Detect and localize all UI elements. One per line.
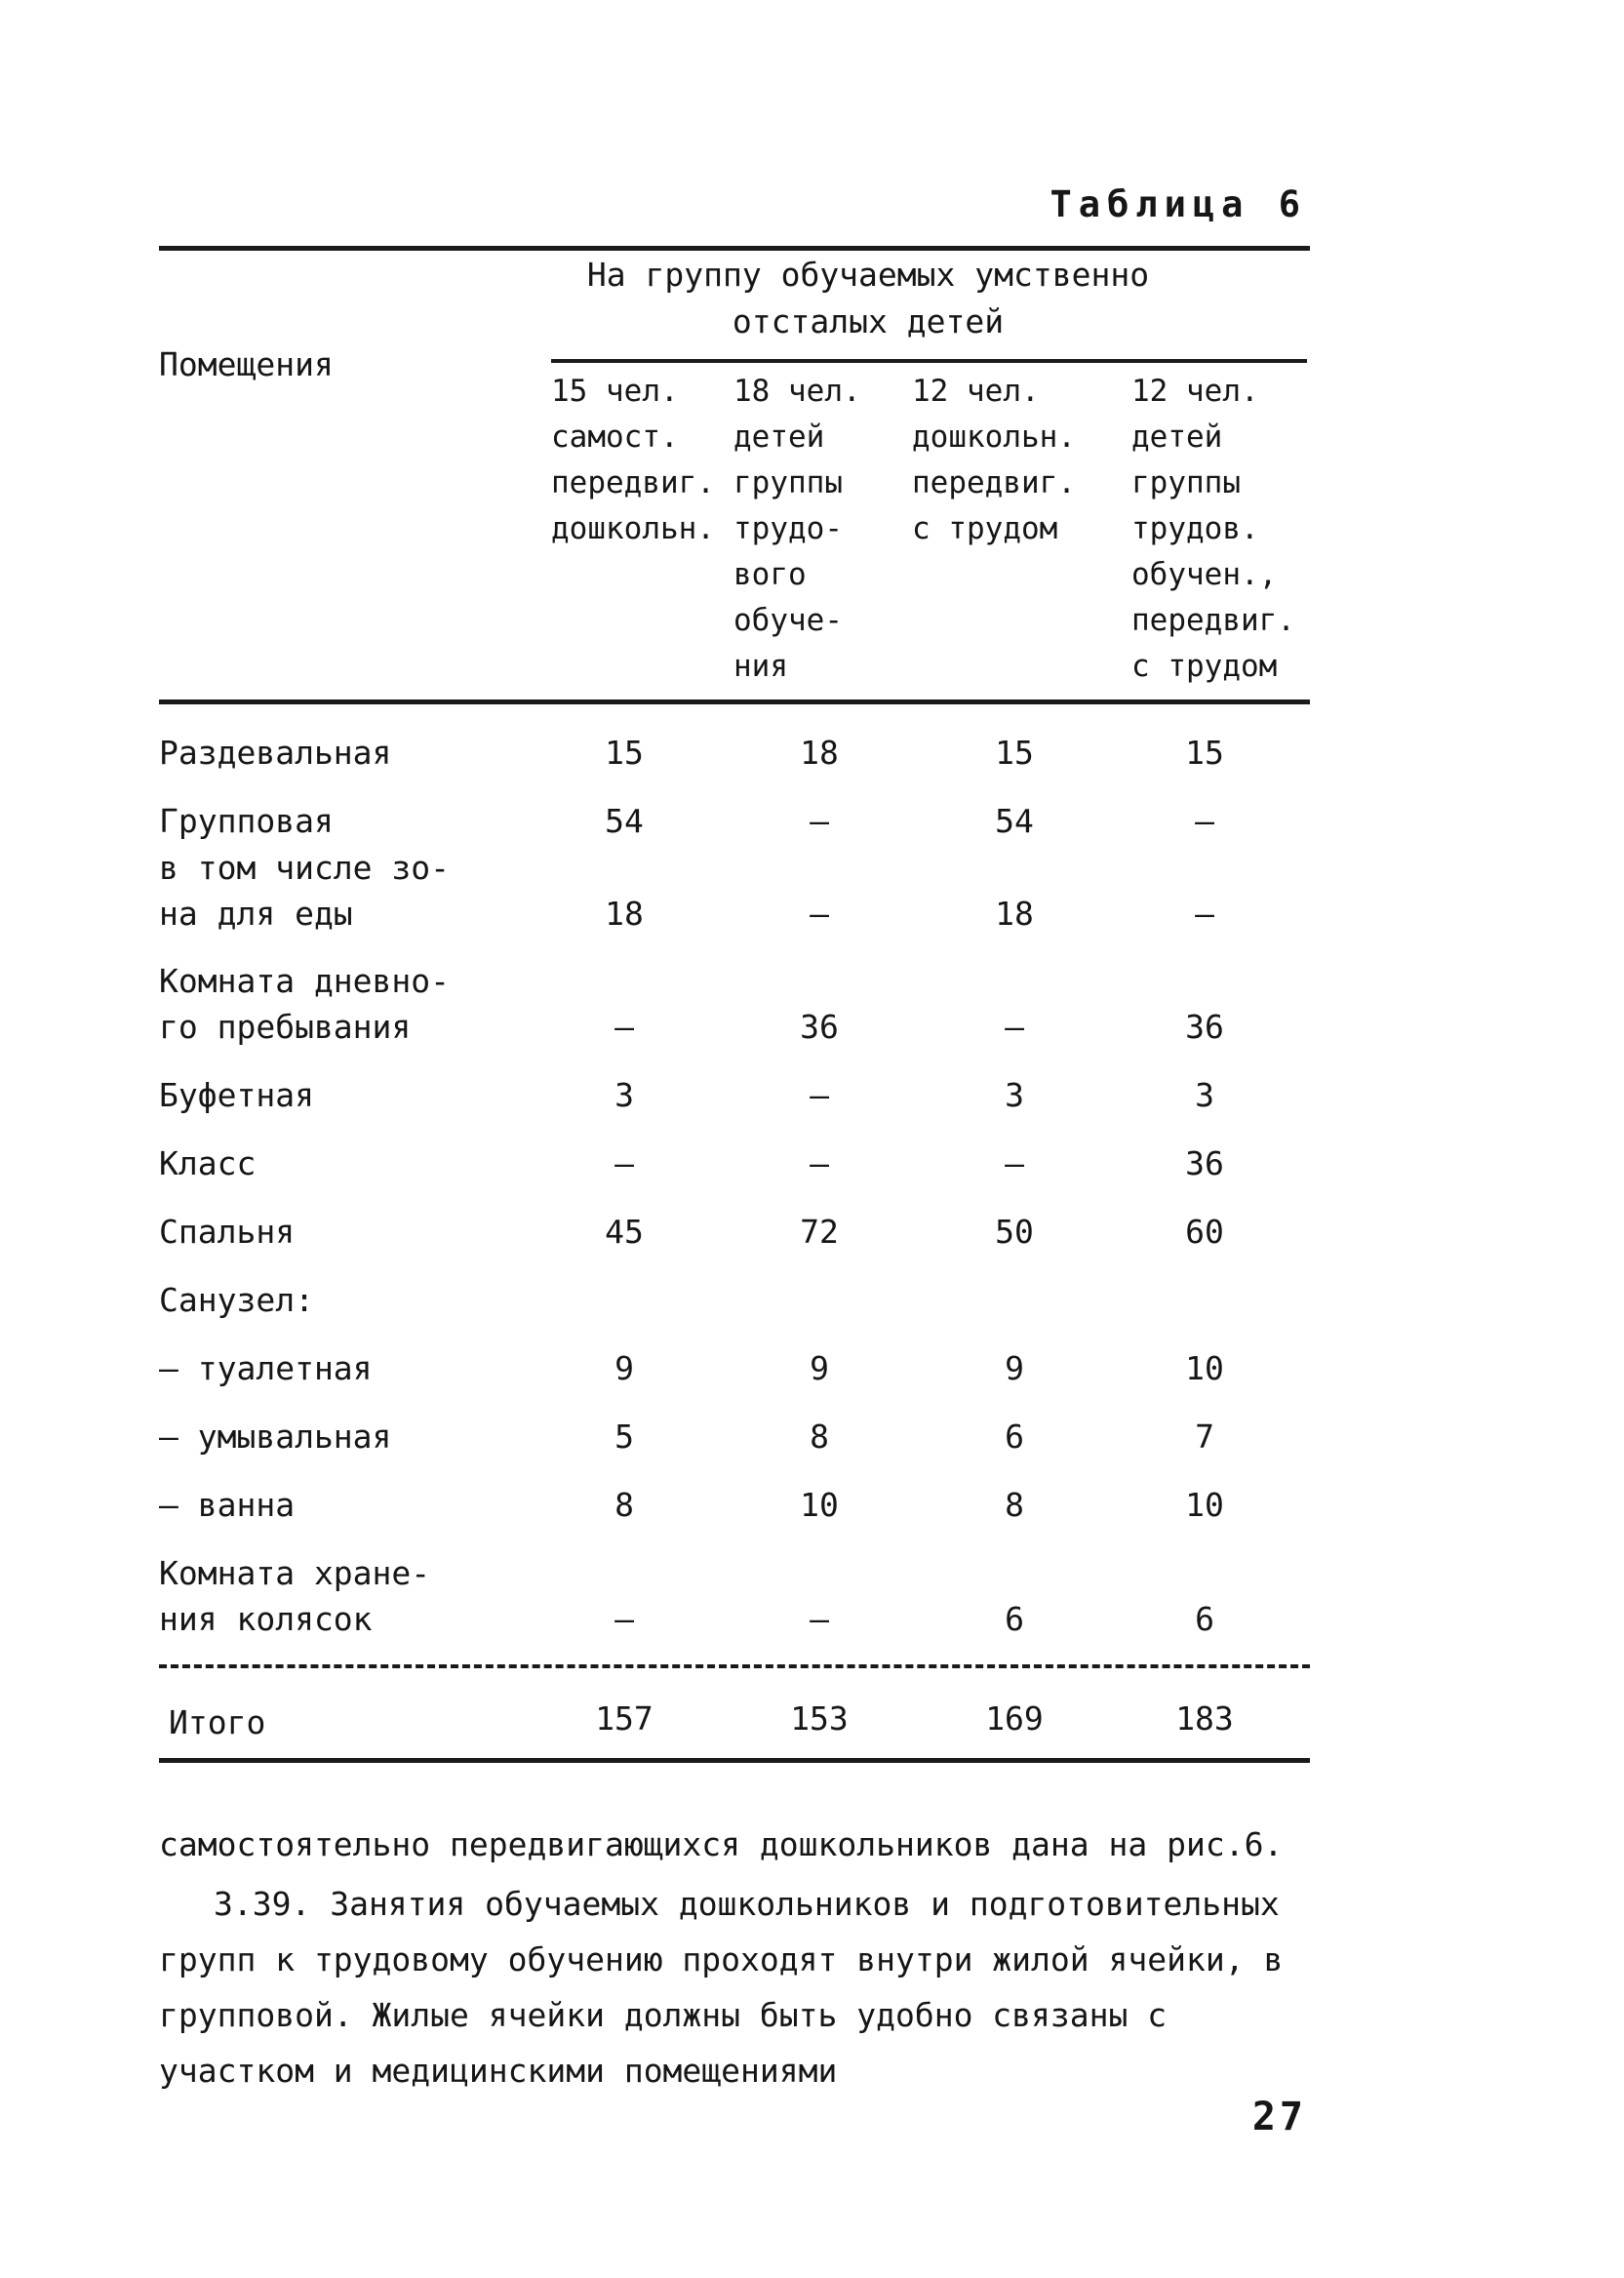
column-header-3: 12 чел. дошкольн. передвиг. с трудом	[912, 374, 1076, 546]
cell: 3	[1195, 1076, 1214, 1114]
cell: –	[1195, 802, 1214, 840]
paragraph-1: самостоятельно передвигающихся дошкольников дана на рис.6.	[159, 1825, 1284, 1863]
cell: 8	[810, 1418, 829, 1456]
cell: 72	[800, 1213, 839, 1251]
row-label-cont: на для еды	[159, 895, 353, 933]
cell: 36	[800, 1008, 839, 1046]
column-header-2: 18 чел. детей группы трудо- вого обуче- ния	[733, 374, 861, 684]
row-label: Комната хране-	[159, 1554, 431, 1592]
row-label: Раздевальная	[159, 734, 392, 772]
cell: 36	[1185, 1144, 1224, 1182]
cell: 15	[605, 734, 644, 772]
body-text	[159, 1817, 1310, 2098]
row-label-cont: го пребывания	[159, 1008, 412, 1046]
paragraph-2: 3.39. Занятия обучаемых дошкольников и подготовительных групп к трудовому обучению проходят внутри жилой ячейки, в групповой. Жилые ячейки должны быть удобно связаны с участком и медицинскими помещениями	[159, 1885, 1284, 2090]
cell: 5	[614, 1418, 634, 1456]
cell: 7	[1195, 1418, 1214, 1456]
cell: 18	[995, 895, 1034, 933]
row-label: Санузел:	[159, 1281, 314, 1319]
table-caption: Таблица 6	[1050, 183, 1307, 225]
row-label: – туалетная	[159, 1349, 373, 1387]
cell: 54	[995, 802, 1034, 840]
cell: –	[1005, 1144, 1024, 1182]
cell: 54	[605, 802, 644, 840]
row-label-cont: ния колясок	[159, 1600, 373, 1638]
cell: 15	[995, 734, 1034, 772]
total-cell: 183	[1175, 1699, 1234, 1738]
cell: 6	[1195, 1600, 1214, 1638]
cell: –	[810, 1144, 829, 1182]
row-label: в том числе зо-	[159, 849, 451, 887]
total-cell: 157	[595, 1699, 654, 1738]
header-rooms: Помещения	[159, 345, 334, 383]
cell: 50	[995, 1213, 1034, 1251]
cell: –	[614, 1144, 634, 1182]
cell: 9	[1005, 1349, 1024, 1387]
row-label: Буфетная	[159, 1076, 314, 1114]
cell: 36	[1185, 1008, 1224, 1046]
header-group-title-line1: На группу обучаемых умственно	[586, 256, 1150, 294]
total-cell: 153	[790, 1699, 849, 1738]
cell: –	[810, 895, 829, 933]
cell: 6	[1005, 1600, 1024, 1638]
cell: –	[1195, 895, 1214, 933]
cell: 3	[1005, 1076, 1024, 1114]
cell: –	[1005, 1008, 1024, 1046]
total-separator	[159, 1664, 1310, 1668]
cell: 60	[1185, 1213, 1224, 1251]
row-label: – умывальная	[159, 1418, 392, 1456]
header-sub-rule	[551, 359, 1307, 363]
cell: 18	[605, 895, 644, 933]
total-cell: 169	[985, 1699, 1044, 1738]
column-header-4: 12 чел. детей группы трудов. обучен., передвиг. с трудом	[1131, 374, 1295, 684]
total-label: Итого	[169, 1703, 266, 1741]
cell: 18	[800, 734, 839, 772]
cell: –	[614, 1008, 634, 1046]
row-label: Спальня	[159, 1213, 296, 1251]
cell: 6	[1005, 1418, 1024, 1456]
cell: 10	[1185, 1486, 1224, 1524]
cell: 10	[1185, 1349, 1224, 1387]
row-label: – ванна	[159, 1486, 296, 1524]
row-label: Класс	[159, 1144, 257, 1182]
cell: 9	[810, 1349, 829, 1387]
cell: –	[614, 1600, 634, 1638]
cell: –	[810, 1076, 829, 1114]
cell: –	[810, 802, 829, 840]
cell: 10	[800, 1486, 839, 1524]
header-bottom-rule	[159, 699, 1310, 704]
page-number: 27	[1251, 2095, 1307, 2139]
cell: 3	[614, 1076, 634, 1114]
cell: 15	[1185, 734, 1224, 772]
column-header-1: 15 чел. самост. передвиг. дошкольн.	[551, 374, 715, 546]
table-top-rule	[159, 246, 1310, 251]
header-group-title-line2: отсталых детей	[732, 302, 1005, 340]
cell: 45	[605, 1213, 644, 1251]
table-bottom-rule	[159, 1758, 1310, 1763]
cell: 8	[1005, 1486, 1024, 1524]
row-label: Групповая	[159, 802, 334, 840]
cell: 9	[614, 1349, 634, 1387]
cell: 8	[614, 1486, 634, 1524]
row-label: Комната дневно-	[159, 962, 451, 1000]
cell: –	[810, 1600, 829, 1638]
